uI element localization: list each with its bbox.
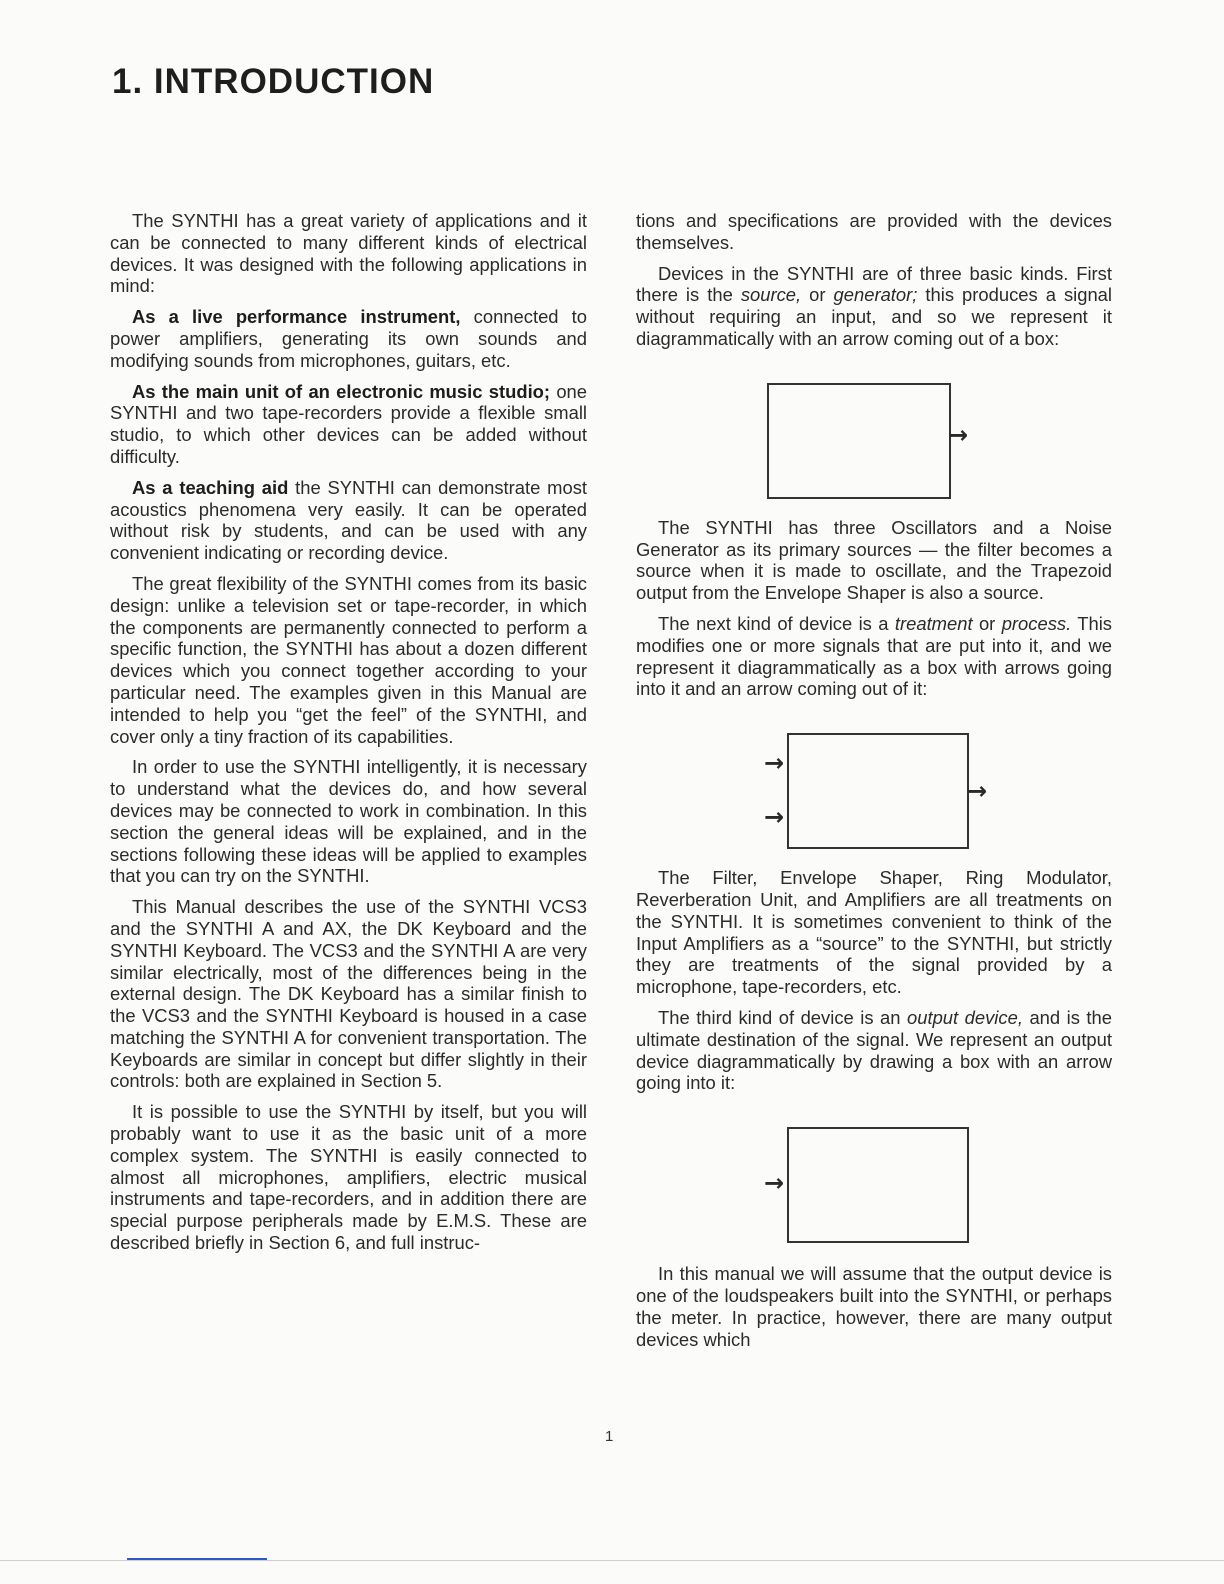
arrow-right-icon: →	[764, 1169, 785, 1198]
arrow-right-icon: →	[967, 777, 988, 806]
paragraph-lead: As a teaching aid	[132, 476, 289, 498]
arrow-right-icon: →	[764, 803, 785, 832]
paragraph: It is possible to use the SYNTHI by itself, but you will probably want to use it as the basic unit of a more complex system. The SYNTHI is easily connected to almost all microphones, amplifiers, electric musical instruments and tape-recorders, and in addition there are special purpose peripherals made by E.M.S. These are described briefly in Section 6, and full instruc-	[110, 1101, 587, 1254]
text-run: This modifies one or more signals that are put into it, and we represent it diagrammatically as a box with arrows going into it and an arrow coming out of it:	[636, 612, 1112, 700]
paragraph	[110, 306, 587, 371]
right-column	[636, 210, 1112, 1359]
left-column	[110, 210, 587, 1263]
paragraph: The Filter, Envelope Shaper, Ring Modulator, Reverberation Unit, and Amplifiers are all treatments on the SYNTHI. It is sometimes convenient to think of the Input Amplifiers as a “source” to the SYNTHI, but strictly they are treatments of the signal provided by a microphone, tape-recorders, etc.	[636, 867, 1112, 998]
page-title: 1. INTRODUCTION	[112, 62, 435, 101]
emphasis: source,	[740, 284, 802, 306]
arrow-right-icon: →	[764, 749, 785, 778]
paragraph: The great flexibility of the SYNTHI comes from its basic design: unlike a television set or tape-recorder, in which the components are permanently connected to perform a specific function, the SYNTHI has about a dozen different devices which you connect together according to your particular need. The examples given in this Manual are intended to help you “get the feel” of the SYNTHI, and cover only a tiny fraction of its capabilities.	[110, 572, 587, 747]
emphasis: output device,	[907, 1006, 1023, 1028]
treatment-diagram	[636, 709, 1112, 867]
paragraph	[636, 613, 1112, 700]
device-box	[787, 733, 969, 849]
paragraph-body: the SYNTHI can demonstrate most acoustics phenomena very easily. It can be operated without risk by students, and can be used with any convenient indicating or recording device.	[110, 476, 588, 564]
text-run: this produces a signal without requiring an input, and so we represent it diagrammatically with an arrow coming out of a box:	[636, 284, 1112, 349]
footer-accent	[127, 1558, 267, 1560]
text-run: or	[972, 612, 1002, 634]
device-box	[787, 1127, 969, 1243]
paragraph-body: connected to power amplifiers, generating its own sounds and modifying sounds from microphones, guitars, etc.	[110, 306, 587, 371]
paragraph: In this manual we will assume that the output device is one of the loudspeakers built into the SYNTHI, or perhaps the meter. In practice, however, there are many output devices which	[636, 1263, 1112, 1350]
paragraph-body: one SYNTHI and two tape-recorders provide a flexible small studio, to which other devices can be added without difficulty.	[110, 380, 588, 467]
text-run: The third kind of device is an	[658, 1006, 908, 1028]
paragraph-lead: As a live performance instrument,	[132, 306, 461, 328]
device-box	[767, 383, 951, 499]
paragraph: In order to use the SYNTHI intelligently, it is necessary to understand what the devices do, and how several devices may be connected to work in combination. In this section the general ideas will be explained, and in the sections following these ideas will be applied to examples that you can try on the SYNTHI.	[110, 756, 587, 887]
page-number: 1	[605, 1428, 614, 1445]
text-run: or	[801, 284, 834, 306]
paragraph: This Manual describes the use of the SYNTHI VCS3 and the SYNTHI A and AX, the DK Keyboard and the SYNTHI Keyboard. The VCS3 and the SYNTHI A are very similar electrically, most of the differences being in the external design. The DK Keyboard has a similar finish to the VCS3 and the SYNTHI Keyboard is housed in a case matching the SYNTHI A for convenient transportation. The Keyboards are similar in concept but differ slightly in their controls: both are explained in Section 5.	[110, 896, 587, 1092]
paragraph-lead: As the main unit of an electronic music studio;	[132, 380, 551, 402]
footer-rule	[0, 1560, 1224, 1561]
paragraph	[636, 1007, 1112, 1094]
emphasis: treatment	[894, 612, 973, 634]
emphasis: generator;	[833, 284, 918, 306]
paragraph	[110, 477, 587, 564]
arrow-right-icon: →	[948, 420, 969, 449]
paragraph	[636, 263, 1112, 350]
emphasis: process.	[1001, 612, 1072, 634]
paragraph: The SYNTHI has three Oscillators and a Noise Generator as its primary sources — the filter becomes a source when it is made to oscillate, and the Trapezoid output from the Envelope Shaper is also a source.	[636, 516, 1112, 604]
paragraph	[110, 381, 587, 468]
text-run: The next kind of device is a	[658, 612, 895, 634]
source-diagram	[636, 359, 1112, 517]
paragraph: The SYNTHI has a great variety of applications and it can be connected to many different kinds of electrical devices. It was designed with the following applications in mind:	[110, 210, 587, 297]
output-diagram	[636, 1103, 1112, 1263]
text-run: Devices in the SYNTHI are of three basic kinds. First there is the	[636, 262, 1112, 306]
text-run: and is the ultimate destination of the signal. We represent an output device diagrammatically by drawing a box with an arrow going into it:	[636, 1006, 1112, 1094]
paragraph: tions and specifications are provided with the devices themselves.	[636, 210, 1112, 253]
